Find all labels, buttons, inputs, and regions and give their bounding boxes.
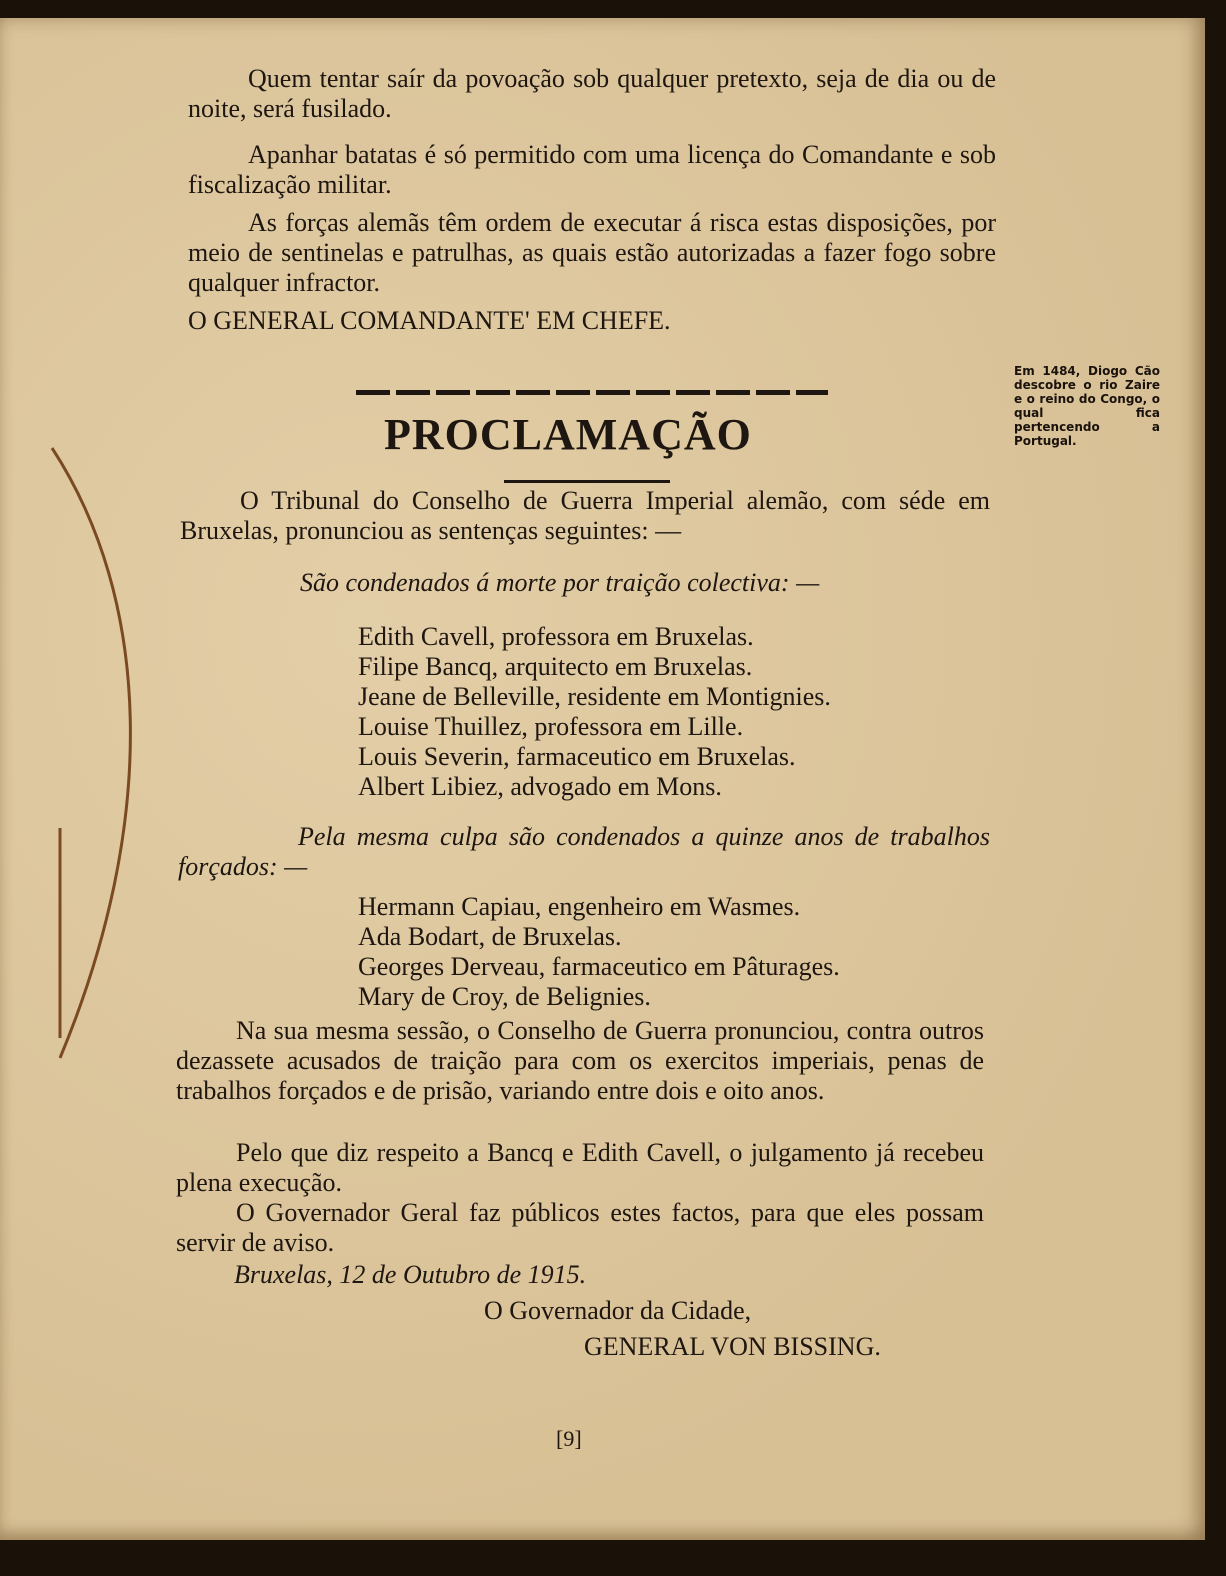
list-item: Edith Cavell, professora em Bruxelas. [358, 622, 754, 651]
signature-top: O GENERAL COMANDANTE' EM CHEFE. [188, 306, 671, 335]
signature-role: O Governador da Cidade, [484, 1296, 752, 1325]
labor-sentence-list [358, 892, 978, 1012]
list-item: Georges Derveau, farmaceutico em Pâturages. [358, 952, 840, 981]
list-item: Jeane de Belleville, residente em Montignies. [358, 682, 831, 711]
list-item: Filipe Bancq, arquitecto em Bruxelas. [358, 652, 753, 681]
paragraph-execution: Pelo que diz respeito a Bancq e Edith Cavell, o julgamento já recebeu plena execução. [176, 1138, 984, 1197]
intro-paragraph: O Tribunal do Conselho de Guerra Imperial alemão, com séde em Bruxelas, pronunciou as sentenças seguintes: — [180, 486, 990, 545]
paragraph-potatoes: Apanhar batatas é só permitido com uma licença do Comandante e sob fiscalização militar. [188, 140, 996, 199]
paragraph-warning: O Governador Geral faz públicos estes factos, para que eles possam servir de aviso. [176, 1198, 984, 1257]
dashed-divider [356, 390, 828, 395]
list-item: Louise Thuillez, professora em Lille. [358, 712, 744, 741]
list-item: Hermann Capiau, engenheiro em Wasmes. [358, 892, 801, 921]
signature-name: GENERAL VON BISSING. [584, 1332, 881, 1361]
dateline: Bruxelas, 12 de Outubro de 1915. [234, 1260, 587, 1289]
death-sentence-list [358, 622, 978, 802]
title-underline [504, 480, 670, 483]
binding-thread-decoration [0, 398, 170, 1098]
paragraph-other-accused: Na sua mesma sessão, o Conselho de Guerra pronunciou, contra outros dezassete acusados de traição para com os exercitos imperiais, penas de trabalhos forçados e de prisão, variando entre dois e oito anos. [176, 1016, 984, 1105]
paragraph-enforcement: As forças alemãs têm ordem de executar á risca estas disposições, por meio de sentinelas e patrulhas, as quais estão autorizadas a fazer fogo sobre qualquer infractor. [188, 208, 996, 297]
document-page [0, 18, 1205, 1540]
death-sentence-heading: São condenados á morte por traição colectiva: — [300, 568, 820, 597]
side-note: Em 1484, Diogo Cão descobre o rio Zaire e o reino do Congo, o qual fica pertencendo a Portugal. [1014, 364, 1160, 448]
list-item: Albert Libiez, advogado em Mons. [358, 772, 722, 801]
labor-sentence-heading: Pela mesma culpa são condenados a quinze anos de trabalhos forçados: — [178, 822, 990, 881]
page-number: [9] [556, 1426, 582, 1451]
paragraph-curfew: Quem tentar saír da povoação sob qualquer pretexto, seja de dia ou de noite, será fusilado. [188, 64, 996, 123]
proclamation-title: PROCLAMAÇÃO [384, 410, 752, 459]
list-item: Louis Severin, farmaceutico em Bruxelas. [358, 742, 796, 771]
list-item: Mary de Croy, de Belignies. [358, 982, 651, 1011]
list-item: Ada Bodart, de Bruxelas. [358, 922, 622, 951]
